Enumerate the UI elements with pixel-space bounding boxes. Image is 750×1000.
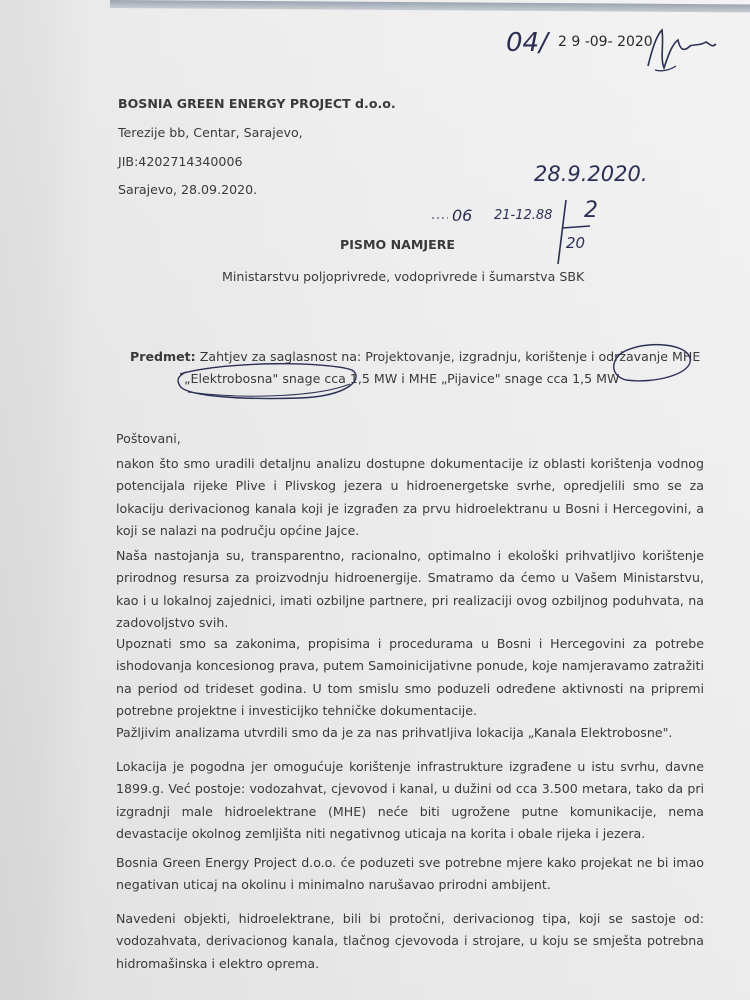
stamp-date: 2 9 -09- 2020 [558,34,653,50]
subject-label: Predmet: [130,349,196,364]
reg-sub: 20 [566,234,586,252]
company-name: BOSNIA GREEN ENERGY PROJECT d.o.o. [118,96,396,111]
paragraph-6: Bosnia Green Energy Project d.o.o. će poduzeti sve potrebne mjere kako projekat ne bi imao negativan uticaj na okolinu i minimalno narušavao prirodni ambijent. [116,855,704,893]
paragraph-4: Pažljivim analizama utvrdili smo da je za nas prihvatljiva lokacija „Kanala Elektrobosne". [116,725,673,740]
reg-count: 2 [584,198,598,223]
place-date: Sarajevo, 28.09.2020. [118,182,258,197]
recipient: Ministarstvu poljoprivrede, vodoprivrede i šumarstva SBK [222,269,585,284]
subject-line-2: „Elektrobosna" snage cca 1,5 MW i MHE „Pijavice" snage cca 1,5 MW [184,371,620,386]
reg-number: 21-12.88 [494,208,553,223]
reg-prefix: 06 [452,206,473,225]
document-title: PISMO NAMJERE [340,237,456,252]
paragraph-7: Navedeni objekti, hidroelektrane, bili bi protočni, derivacionog tipa, koji se sastoje od: vodozahvata, derivacionog kanala, tlačnog cjevovoda i strojare, u koju se smješta potrebna hidromašinska i elektro oprema. [116,911,704,971]
subject-text-1: Zahtjev za saglasnost na: Projektovanje, izgradnju, korištenje i održavanje MHE [199,349,701,364]
paragraph-5: Lokacija je pogodna jer omogućuje korištenje infrastrukture izgrađene u istu svrhu, davne 1899.g. Već postoje: vodozahvat, cjevovod i kanal, u dužini od cca 3.500 metara, tako da pri izgradnji male hidroelektrane (MHE) neće biti ugrožene putne komunikacije, nema devastacije okolnog zemljišta niti negativnog uticaja na korita i obale rijeka i jezera. [116,759,704,842]
greeting: Poštovani, [116,431,181,446]
company-address: Terezije bb, Centar, Sarajevo, [118,125,303,140]
company-jib: JIB:4202714340006 [118,154,243,169]
paragraph-1: nakon što smo uradili detaljnu analizu dostupne dokumentacije iz oblasti korištenja vodnog potencijala rijeke Plive i Plivskog jezera u hidroenergetske svrhe, opredjelili smo se za lokaciju derivacionog kanala koji je izgrađen za prvu hidroelektranu u Bosni i Hercegovini, a koji se nalazi na području općine Jajce. [116,456,704,539]
paragraph-2: Naša nastojanja su, transparentno, racionalno, optimalno i ekološki prihvatljivo korištenje prirodnog resursa za proizvodnju hidroenergije. Smatramo da ćemo u Vašem Ministarstvu, kao i u lokalnoj zajednici, imati ozbiljne partnere, pri realizaciji ovog ozbiljnog poduhvata, na zadovoljstvo svih. [116,548,704,631]
paragraph-3: Upoznati smo sa zakonima, propisima i procedurama u Bosni i Hercegovini za potrebe ishodovanja koncesionog prava, putem Samoinicijativne ponude, koje namjeravamo zatražiti na period od trideset godina. U tom smislu smo poduzeli određene aktivnosti na pripremi potrebne projektne i investicijko tehničke dokumentacije. [116,636,704,719]
handwritten-date: 28.9.2020. [534,162,648,186]
stamp-number: 04/ [506,28,548,58]
